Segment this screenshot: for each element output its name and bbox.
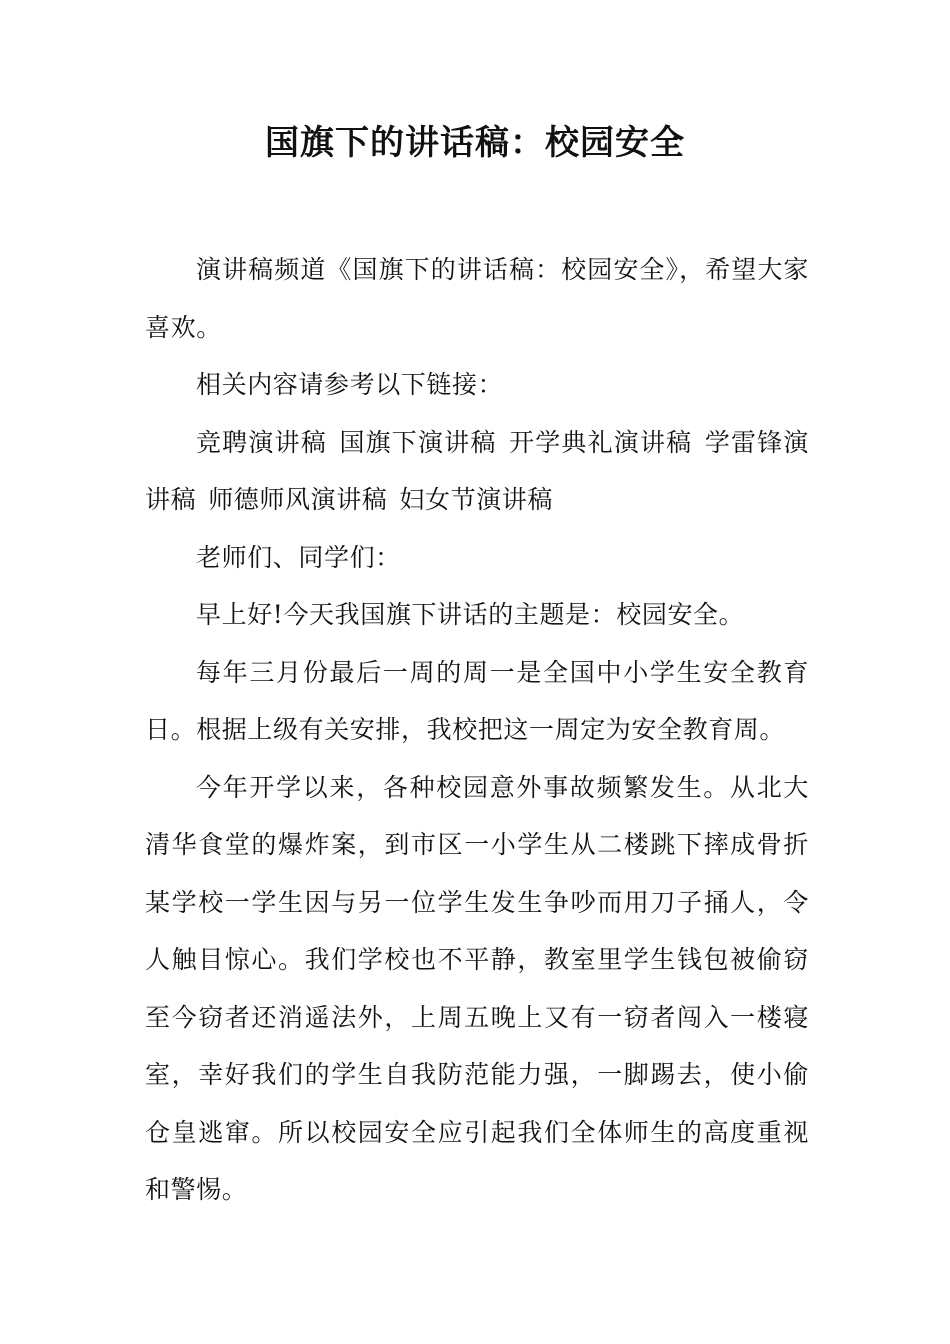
link-flag-speech[interactable]: 国旗下演讲稿 — [338, 427, 497, 457]
document-body — [145, 241, 809, 1219]
document-title: 国旗下的讲话稿：校园安全 — [265, 123, 685, 163]
link-womens-day-speech[interactable]: 妇女节演讲稿 — [399, 485, 554, 514]
link-competition-speech[interactable]: 竞聘演讲稿 — [196, 427, 327, 457]
body-paragraph: 早上好!今天我国旗下讲话的主题是：校园安全。 — [196, 600, 745, 629]
related-label: 相关内容请参考以下链接： — [196, 370, 504, 399]
greeting-paragraph: 老师们、同学们： — [196, 542, 401, 572]
body-paragraph: 今年开学以来，各种校园意外事故频繁发生。从北大清华食堂的爆炸案，到市区一小学生从二楼跳下摔成骨折某学校一学生因与另一位学生发生争吵而用刀子捅人，令人触目惊心。我们学校也不平静，教室里学生钱包被偷窃至今窃者还消遥法外，上周五晚上又有一窃者闯入一楼寝室，幸好我们的学生自我防范能力强，一脚踢去，使小偷仓皇逃窜。所以校园安全应引起我们全体师生的高度重视和警惕。 — [145, 772, 809, 1204]
link-lei-feng-speech[interactable]: 学雷锋演讲稿 — [145, 427, 809, 514]
body-paragraph: 每年三月份最后一周的周一是全国中小学生安全教育日。根据上级有关安排，我校把这一周定为安全教育周。 — [145, 657, 809, 744]
intro-paragraph: 演讲稿频道《国旗下的讲话稿：校园安全》，希望大家喜欢。 — [145, 255, 809, 342]
link-teacher-ethics-speech[interactable]: 师德师风演讲稿 — [208, 485, 388, 514]
link-opening-ceremony-speech[interactable]: 开学典礼演讲稿 — [508, 427, 693, 457]
related-links — [145, 414, 809, 529]
